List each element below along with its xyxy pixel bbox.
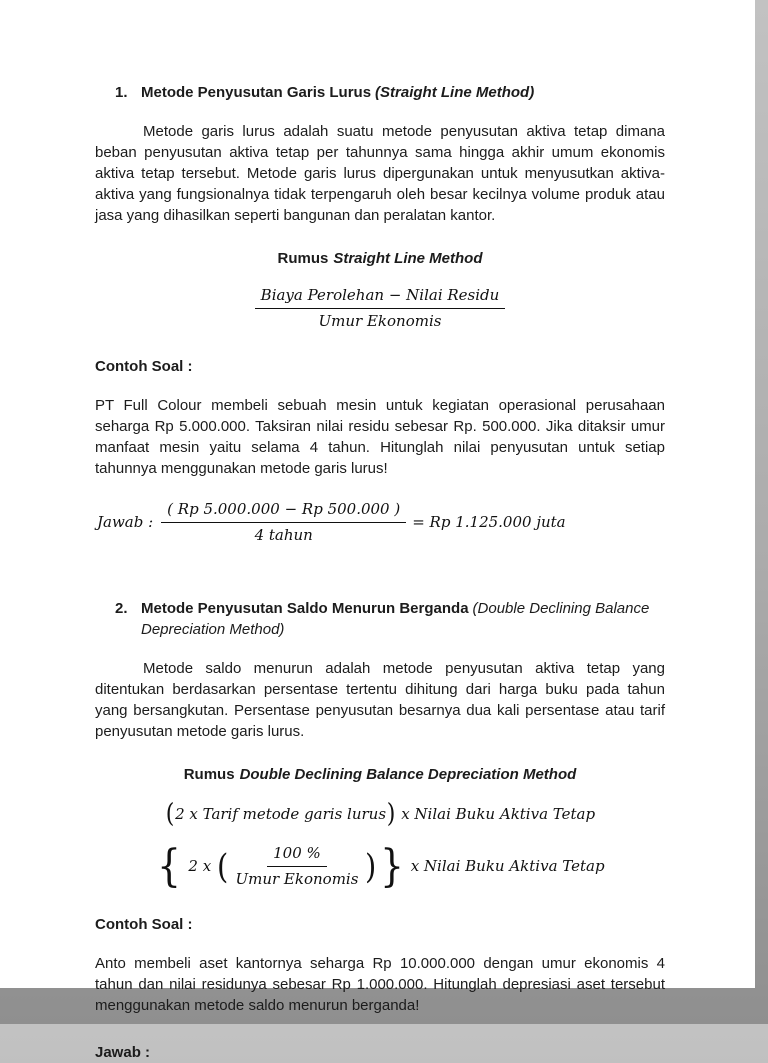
left-paren: ( bbox=[217, 846, 229, 887]
list-number: 2. bbox=[115, 600, 128, 617]
ddb-formula-1 bbox=[95, 801, 665, 827]
formula-fraction bbox=[255, 285, 506, 332]
jawab-denominator: 4 tahun bbox=[254, 526, 313, 544]
section-1-rumus-heading bbox=[95, 248, 665, 269]
section-2-title-id: Metode Penyusutan Saldo Menurun Berganda bbox=[141, 600, 469, 617]
fraction-denominator: Umur Ekonomis bbox=[318, 312, 442, 330]
jawab-numerator: ( Rp 5.000.000 − Rp 500.000 ) bbox=[161, 499, 406, 523]
right-brace: } bbox=[379, 840, 404, 892]
section-1-jawab-formula bbox=[97, 499, 665, 546]
list-number: 1. bbox=[115, 84, 128, 101]
right-paren: ) bbox=[386, 799, 396, 829]
section-1-heading bbox=[115, 82, 665, 103]
ddb-fraction-numerator: 100 % bbox=[267, 843, 327, 867]
ddb-fraction bbox=[229, 843, 364, 890]
left-brace: { bbox=[157, 840, 182, 892]
section-1-contoh-text: PT Full Colour membeli sebuah mesin untuk kegiatan operasional perusahaan seharga Rp 5.000.000. Taksiran nilai residu sebesar Rp. 500.000. Jika ditaksir umur manfaat mesin yaitu selama 4 tahun. Hitunglah nilai penyusutan untuk setiap tahunnya menggunakan metode garis lurus! bbox=[95, 397, 665, 477]
rumus-label: Rumus bbox=[277, 250, 329, 267]
section-2-title bbox=[141, 598, 665, 640]
section-1-contoh-label: Contoh Soal : bbox=[95, 358, 193, 375]
jawab-prefix: Jawab : bbox=[97, 513, 154, 531]
section-2-jawab-label: Jawab : bbox=[95, 1044, 151, 1061]
section-2-contoh-text: Anto membeli aset kantornya seharga Rp 10.000.000 dengan umur ekonomis 4 tahun dan nilai residunya sebesar Rp 1.000.000. Hitunglah depresiasi aset tersebut menggunakan metode saldo menurun berganda! bbox=[95, 955, 665, 1014]
section-2-title-en: (Double Declining Balance Depreciation Method) bbox=[141, 600, 650, 638]
section-2-heading bbox=[115, 598, 665, 640]
section-2-paragraph: Metode saldo menurun adalah metode penyusutan aktiva tetap yang ditentukan berdasarkan persentase tertentu dihitung dari harga buku pada tahun yang bersangkutan. Persentase penyusutan besarnya dua kali persentase atau tarif penyusutan metode garis lurus. bbox=[95, 660, 665, 740]
section-1-title-en: (Straight Line Method) bbox=[375, 84, 535, 101]
rumus-method-name: Double Declining Balance Depreciation Method bbox=[239, 766, 577, 783]
ddb-formula-1-suffix: x Nilai Buku Aktiva Tetap bbox=[401, 804, 596, 823]
section-1-title bbox=[141, 82, 534, 103]
ddb-formula-2 bbox=[95, 840, 665, 892]
right-paren: ) bbox=[365, 846, 377, 887]
jawab-result: = Rp 1.125.000 juta bbox=[412, 513, 566, 531]
section-2-rumus-heading bbox=[95, 764, 665, 785]
rumus-method-name: Straight Line Method bbox=[333, 250, 483, 267]
section-1-paragraph: Metode garis lurus adalah suatu metode penyusutan aktiva tetap dimana beban penyusutan aktiva tetap per tahunnya sama hingga akhir umum ekonomis aktiva tetap tersebut. Metode garis lurus dipergunakan untuk menyusutkan aktiva-aktiva yang fungsionalnya tidak terpengaruh oleh besar kecilnya volume produk atau jasa yang dihasilkan seperti bangunan dan peralatan kantor. bbox=[95, 123, 665, 224]
section-1-title-id: Metode Penyusutan Garis Lurus bbox=[141, 84, 372, 101]
ddb-fraction-denominator: Umur Ekonomis bbox=[235, 870, 359, 888]
left-paren: ( bbox=[165, 799, 175, 829]
straight-line-formula bbox=[95, 285, 665, 332]
section-2-contoh-label: Contoh Soal : bbox=[95, 916, 193, 933]
jawab-fraction bbox=[161, 499, 406, 546]
fraction-numerator: Biaya Perolehan − Nilai Residu bbox=[255, 285, 506, 309]
ddb-formula-2-suffix: x Nilai Buku Aktiva Tetap bbox=[410, 857, 605, 875]
rumus-label: Rumus bbox=[183, 766, 235, 783]
ddb-formula-2-factor: 2 x bbox=[188, 857, 212, 875]
ddb-formula-1-body: 2 x Tarif metode garis lurus bbox=[175, 804, 387, 823]
